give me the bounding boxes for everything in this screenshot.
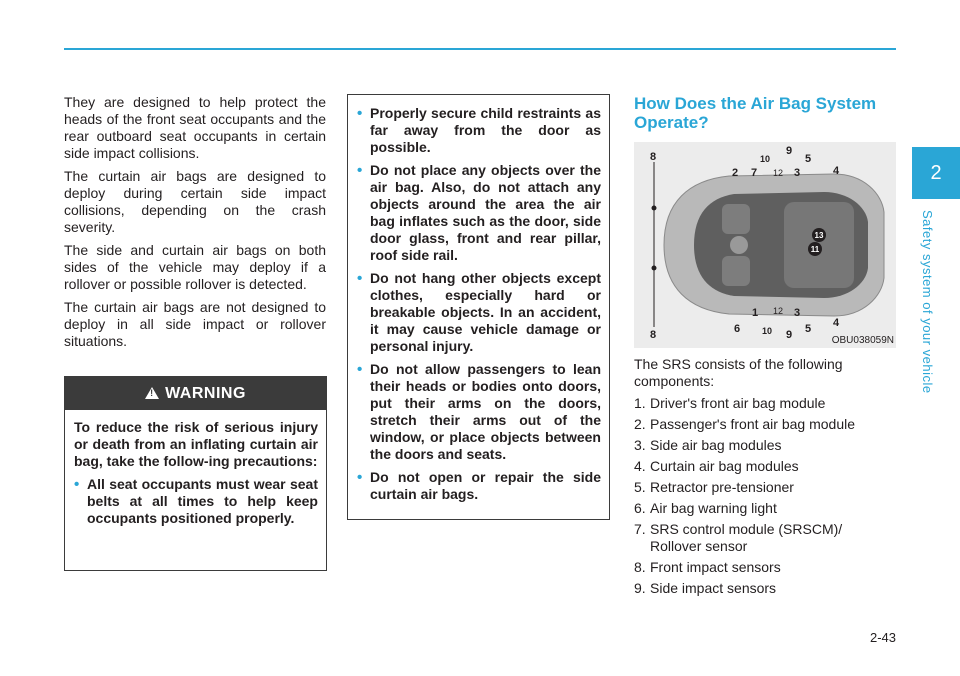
column-1 — [64, 94, 326, 356]
bullet-text: Properly secure child restraints as far away from the door as possible. — [370, 105, 601, 155]
components-list — [634, 395, 896, 597]
bullet-text: Do not open or repair the side curtain air bags. — [370, 469, 601, 502]
warning-intro: To reduce the risk of serious injury or death from an inflating curtain air bag, take the follow-ing precautions: — [74, 419, 318, 469]
item-number: 9. — [634, 580, 646, 596]
paragraph: They are designed to help protect the heads of the front seat occupants and the rear outboard seat occupants in certain side impact collisions. — [64, 94, 326, 161]
bullet-text: Do not place any objects over the air bag. Also, do not attach any objects around the area the air bag inflates such as the door, side door glass, front and rear pillar, roof side rail. — [370, 162, 601, 263]
callout-10-top: 10 — [760, 154, 771, 164]
item-text: Retractor pre-tensioner — [650, 479, 794, 495]
warning-bullet — [74, 476, 318, 527]
item-text: Air bag warning light — [650, 500, 777, 516]
callout-10-bottom: 10 — [762, 326, 773, 336]
caution-bullet — [357, 105, 601, 156]
callout-9-bottom: 9 — [786, 329, 793, 341]
callout-2: 2 — [732, 167, 739, 179]
bullet-text: All seat occupants must wear seat belts at all times to help keep occupants positioned properly. — [87, 476, 318, 526]
callout-12-top: 12 — [773, 168, 784, 178]
chapter-number: 2 — [930, 161, 942, 184]
chapter-tab — [912, 147, 960, 199]
callout-5-bottom: 5 — [805, 323, 812, 335]
callout-6: 6 — [734, 323, 741, 335]
item-number: 6. — [634, 500, 646, 516]
callout-9-top: 9 — [786, 145, 793, 157]
list-item — [634, 458, 896, 475]
bullet-dot-icon: • — [357, 162, 363, 179]
components-intro: The SRS consists of the following components: — [634, 356, 843, 389]
item-number: 8. — [634, 559, 646, 575]
callout-1: 1 — [752, 307, 759, 319]
callout-8-bottom: 8 — [650, 329, 657, 341]
item-number: 5. — [634, 479, 646, 495]
callout-3-top: 3 — [794, 167, 801, 179]
callout-5-top: 5 — [805, 153, 812, 165]
callout-8-top: 8 — [650, 151, 657, 163]
bullet-dot-icon: • — [357, 270, 363, 287]
header-rule — [64, 48, 896, 50]
caution-bullet — [357, 361, 601, 463]
bullet-dot-icon: • — [357, 361, 363, 378]
paragraph: The curtain air bags are not designed to deploy in all side impact or rollover situations. — [64, 299, 326, 349]
item-text: Front impact sensors — [650, 559, 781, 575]
item-number: 3. — [634, 437, 646, 453]
item-number: 1. — [634, 395, 646, 411]
paragraph: The curtain air bags are designed to deploy during certain side impact collisions, depending on the crash severity. — [64, 168, 326, 235]
caution-bullet — [357, 270, 601, 355]
section-heading: How Does the Air Bag System Operate? — [634, 94, 877, 132]
callout-3-bottom: 3 — [794, 307, 801, 319]
bullet-text: Do not hang other objects except clothes, especially hard or breakable objects. In an accident, it may cause vehicle damage or personal injury. — [370, 270, 601, 354]
callout-13: 13 — [814, 231, 824, 240]
list-item — [634, 500, 896, 517]
item-number: 7. — [634, 521, 646, 537]
item-number: 2. — [634, 416, 646, 432]
item-text: Curtain air bag modules — [650, 458, 799, 474]
caution-bullet — [357, 162, 601, 264]
bullet-dot-icon: • — [357, 105, 363, 122]
warning-body — [65, 410, 326, 527]
item-text: Side air bag modules — [650, 437, 782, 453]
callout-12-bottom: 12 — [773, 306, 784, 316]
list-item — [634, 521, 896, 555]
warning-continued-box — [347, 94, 610, 520]
item-number: 4. — [634, 458, 646, 474]
chapter-title: Safety system of your vehicle — [920, 210, 935, 394]
warning-triangle-icon — [145, 387, 159, 399]
warning-header — [65, 377, 326, 410]
bullet-text: Do not allow passengers to lean their heads or bodies onto doors, put their arms on the doors, stretch their arms out of the window, or place objects between the doors and seats. — [370, 361, 601, 462]
item-text: SRS control module (SRSCM)/ Rollover sensor — [650, 521, 843, 554]
list-item — [634, 395, 896, 412]
airbag-diagram — [634, 142, 896, 348]
bullet-dot-icon: • — [357, 469, 363, 486]
caution-bullet — [357, 469, 601, 503]
list-item — [634, 437, 896, 454]
list-item — [634, 580, 896, 597]
callout-4-top: 4 — [833, 165, 840, 177]
vehicle-top-view-illustration — [634, 142, 896, 348]
item-text: Passenger's front air bag module — [650, 416, 856, 432]
list-item — [634, 479, 896, 496]
page-number: 2-43 — [869, 630, 896, 645]
paragraph: The side and curtain air bags on both sides of the vehicle may deploy if a rollover or possible rollover is detected. — [64, 242, 326, 292]
list-item — [634, 416, 896, 433]
warning-box — [64, 376, 327, 571]
components-section — [634, 356, 896, 601]
figure-code: OBU038059N — [831, 335, 894, 346]
callout-11: 11 — [810, 245, 820, 254]
callout-7: 7 — [751, 167, 758, 179]
item-text: Driver's front air bag module — [650, 395, 826, 411]
item-text: Side impact sensors — [650, 580, 777, 596]
warning-title: WARNING — [165, 384, 246, 402]
list-item — [634, 559, 896, 576]
callout-4-bottom: 4 — [833, 317, 840, 329]
bullet-dot-icon: • — [74, 476, 80, 493]
